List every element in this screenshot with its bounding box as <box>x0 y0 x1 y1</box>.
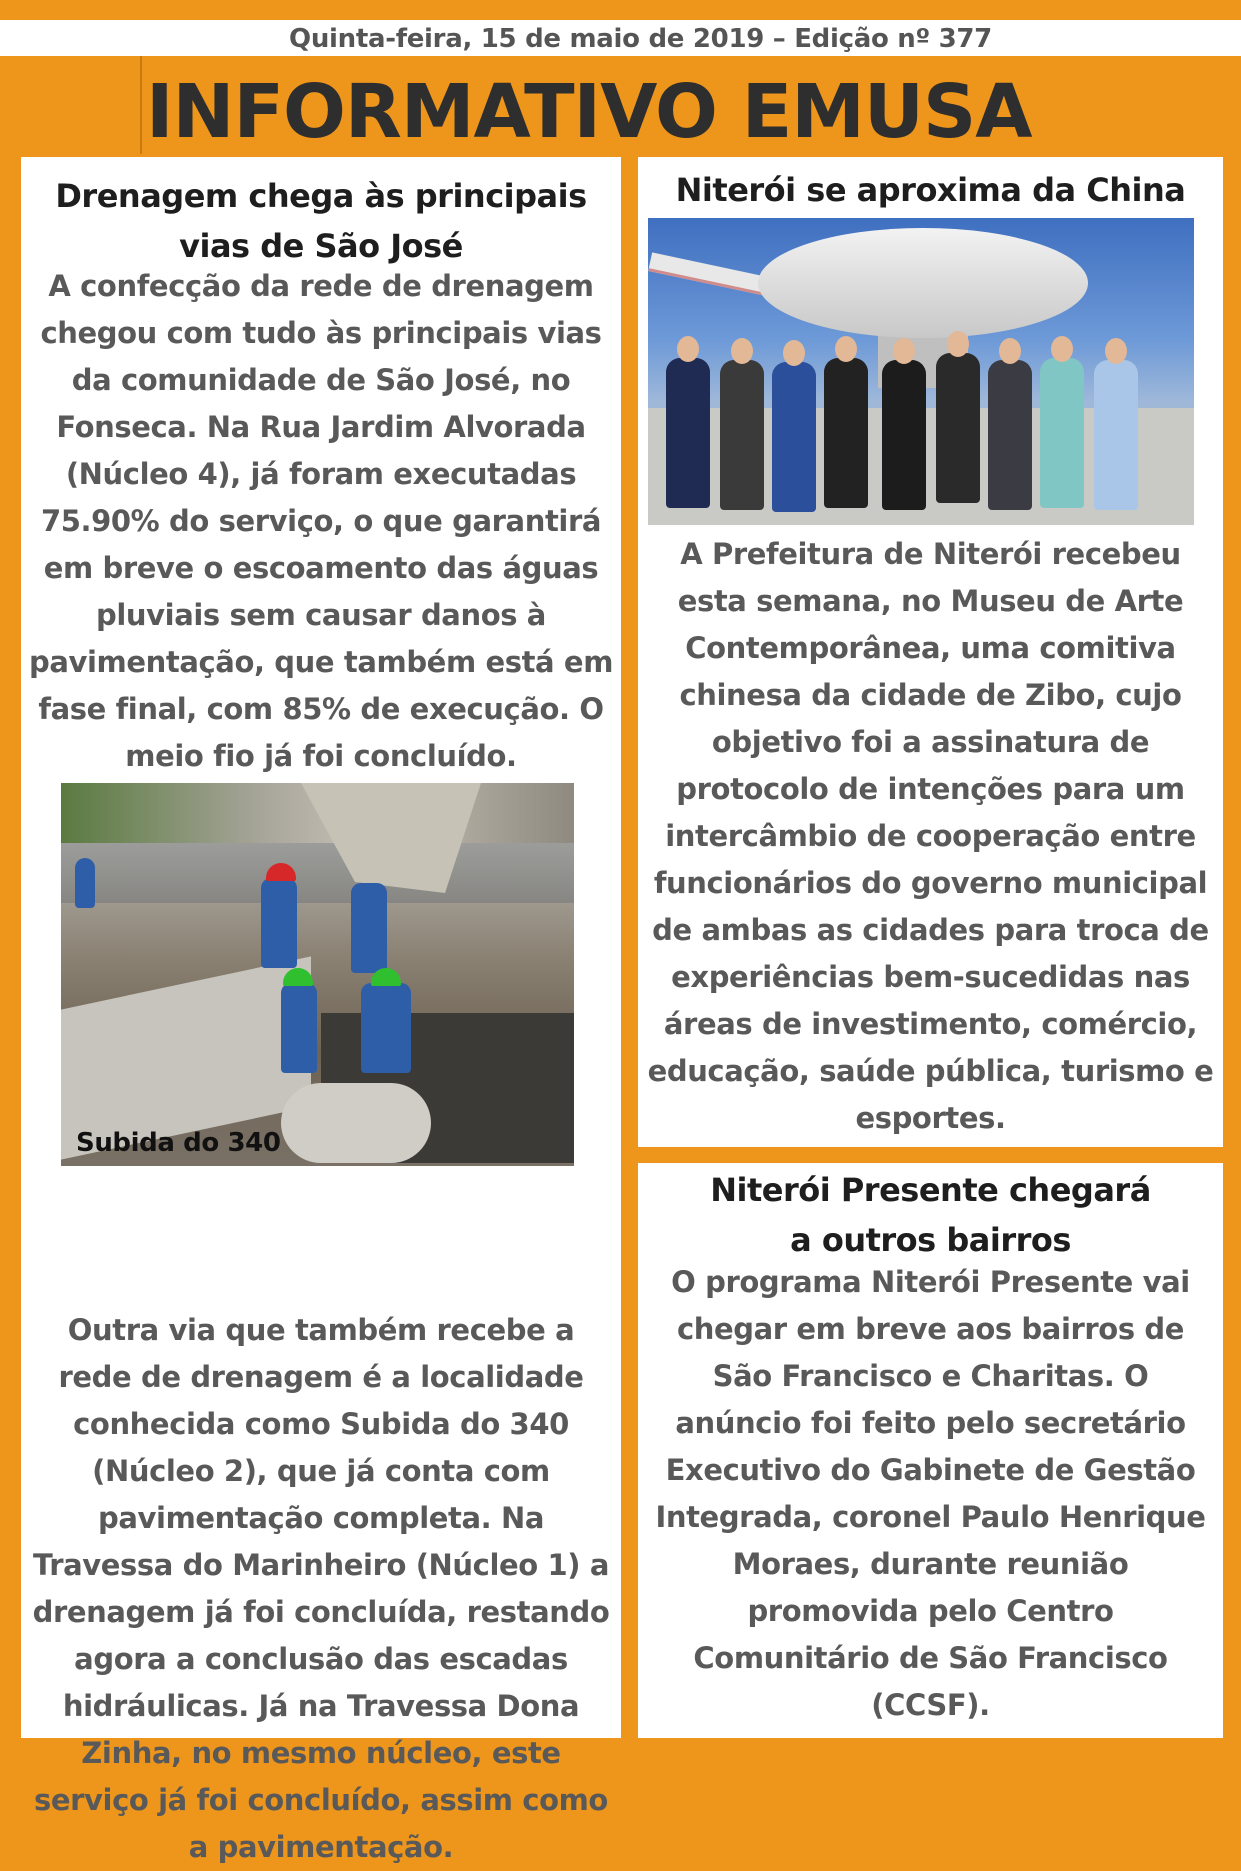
text-line: fase final, com 85% de execução. O <box>38 692 604 726</box>
text-line: anúncio foi feito pelo secretário <box>675 1406 1186 1440</box>
worker-figure <box>361 983 411 1073</box>
worker-figure <box>281 983 317 1073</box>
museum-dome <box>758 228 1088 338</box>
text-line: esta semana, no Museu de Arte <box>677 584 1184 618</box>
right-bottom-article-panel <box>638 1163 1223 1738</box>
text-line: O programa Niterói Presente vai <box>671 1265 1190 1299</box>
photo-street <box>61 843 574 903</box>
person-head <box>893 338 915 364</box>
text-line: intercâmbio de cooperação entre <box>665 819 1196 853</box>
person-head <box>1051 336 1073 362</box>
text-line: em breve o escoamento das águas <box>43 551 599 585</box>
concrete-pipe <box>281 1083 431 1163</box>
text-line: Outra via que também recebe a <box>67 1313 575 1347</box>
text-line: a pavimentação. <box>188 1830 454 1864</box>
text-line: 75.90% do serviço, o que garantirá <box>40 504 602 538</box>
text-line: objetivo foi a assinatura de <box>711 725 1150 759</box>
text-line: Travessa do Marinheiro (Núcleo 1) a <box>33 1548 609 1582</box>
delegation-group-photo <box>648 218 1194 525</box>
text-line: pavimentação completa. Na <box>98 1501 544 1535</box>
worker-figure <box>261 878 297 968</box>
person-figure <box>666 358 710 508</box>
text-line: rede de drenagem é a localidade <box>58 1360 584 1394</box>
person-head <box>835 336 857 362</box>
person-head <box>731 338 753 364</box>
text-line: esportes. <box>855 1101 1006 1135</box>
photo-caption: Subida do 340 <box>76 1128 281 1158</box>
text-line: A confecção da rede de drenagem <box>48 269 594 303</box>
person-figure <box>936 353 980 503</box>
text-line: funcionários do governo municipal <box>653 866 1208 900</box>
text-line: Zinha, no mesmo núcleo, este <box>81 1736 561 1770</box>
person-head <box>677 336 699 362</box>
text-line: (CCSF). <box>871 1688 990 1722</box>
text-line: áreas de investimento, comércio, <box>663 1007 1198 1041</box>
person-figure <box>1040 358 1084 508</box>
person-figure <box>1094 360 1138 510</box>
person-head <box>1105 338 1127 364</box>
right-bottom-article-paragraph <box>638 1259 1223 1729</box>
person-figure <box>824 358 868 508</box>
text-line: Integrada, coronel Paulo Henrique <box>655 1500 1206 1534</box>
text-line: chegou com tudo às principais vias <box>40 316 602 350</box>
right-top-article-paragraph <box>638 531 1223 1142</box>
person-figure <box>882 360 926 510</box>
text-line: pavimentação, que também está em <box>28 645 614 679</box>
left-article-paragraph-1 <box>21 263 621 780</box>
worker-figure <box>75 858 95 908</box>
text-line: pluviais sem causar danos à <box>96 598 546 632</box>
text-line: meio fio já foi concluído. <box>125 739 517 773</box>
text-line: drenagem já foi concluída, restando <box>32 1595 610 1629</box>
text-line: Moraes, durante reunião <box>732 1547 1129 1581</box>
text-line: Fonseca. Na Rua Jardim Alvorada <box>56 410 586 444</box>
dateline: Quinta-feira, 15 de maio de 2019 – Edição nº 377 <box>0 20 1241 56</box>
text-line: chinesa da cidade de Zibo, cujo <box>679 678 1182 712</box>
text-line: hidráulicas. Já na Travessa Dona <box>62 1689 580 1723</box>
person-head <box>999 338 1021 364</box>
text-line: protocolo de intenções para um <box>676 772 1185 806</box>
person-head <box>783 340 805 366</box>
text-line: São Francisco e Charitas. O <box>712 1359 1149 1393</box>
text-line: conhecida como Subida do 340 <box>73 1407 569 1441</box>
right-bottom-article-headline: Niterói Presente chegará a outros bairros <box>710 1171 1151 1259</box>
text-line: (Núcleo 2), que já conta com <box>92 1454 550 1488</box>
text-line: chegar em breve aos bairros de <box>676 1312 1185 1346</box>
left-article-paragraph-2 <box>21 1307 621 1871</box>
text-line: Comunitário de São Francisco <box>693 1641 1168 1675</box>
text-line: de ambas as cidades para troca de <box>652 913 1209 947</box>
text-line: serviço já foi concluído, assim como <box>34 1783 608 1817</box>
person-figure <box>988 360 1032 510</box>
text-line: promovida pelo Centro <box>747 1594 1114 1628</box>
text-line: Executivo do Gabinete de Gestão <box>665 1453 1196 1487</box>
drainage-works-photo <box>61 783 574 1166</box>
text-line: educação, saúde pública, turismo e <box>647 1054 1214 1088</box>
text-line: experiências bem-sucedidas nas <box>671 960 1190 994</box>
text-line: A Prefeitura de Niterói recebeu <box>680 537 1181 571</box>
masthead-title: INFORMATIVO EMUSA <box>140 56 1140 154</box>
text-line: (Núcleo 4), já foram executadas <box>65 457 577 491</box>
person-head <box>947 331 969 357</box>
text-line: Contemporânea, uma comitiva <box>685 631 1176 665</box>
hard-hat-icon <box>371 968 401 986</box>
person-figure <box>772 362 816 512</box>
person-figure <box>720 360 764 510</box>
right-top-article-headline: Niterói se aproxima da China <box>675 171 1186 209</box>
worker-figure <box>351 883 387 973</box>
text-line: agora a conclusão das escadas <box>74 1642 568 1676</box>
text-line: da comunidade de São José, no <box>71 363 571 397</box>
left-article-headline: Drenagem chega às principais vias de São José <box>55 177 587 265</box>
